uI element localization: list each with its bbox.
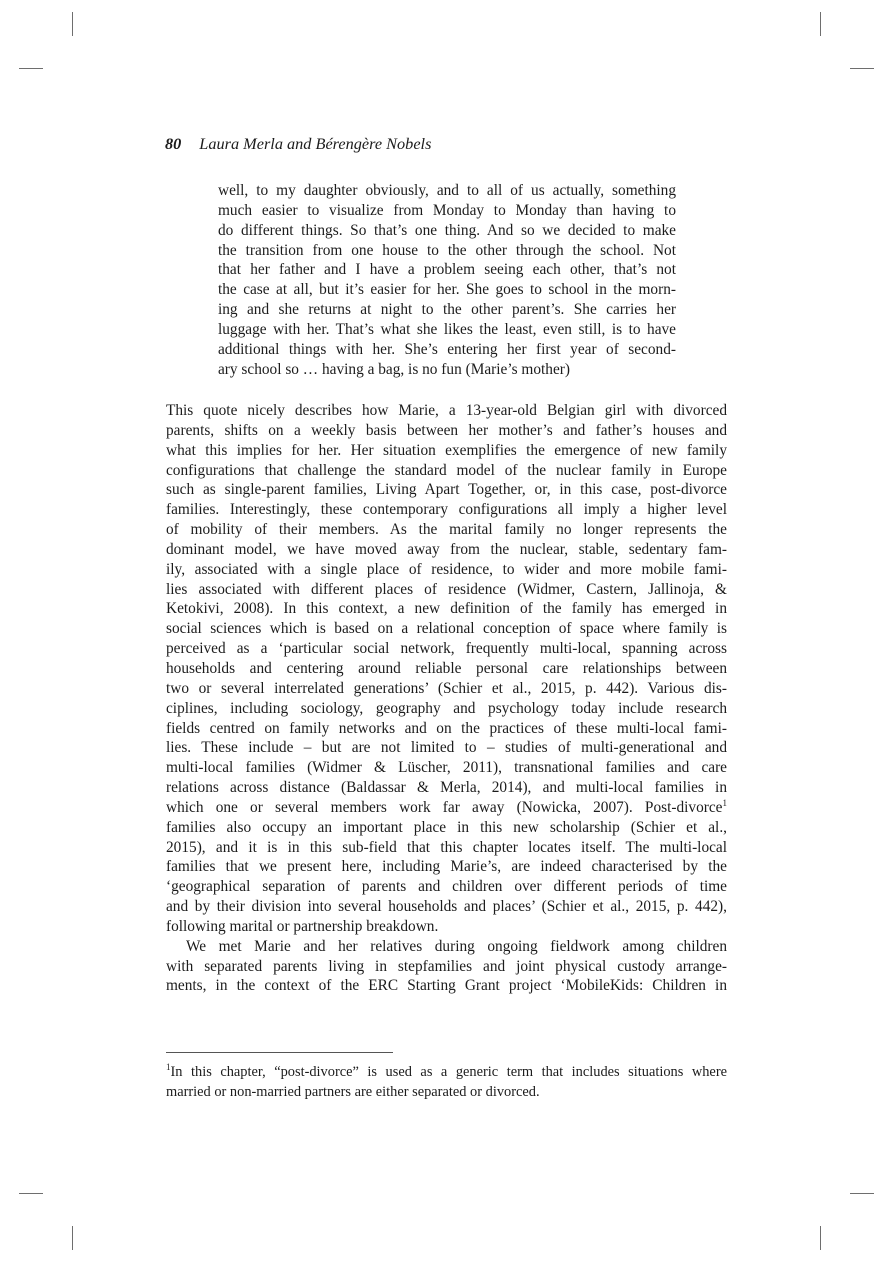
quote-line: that her father and I have a problem seeing each other, that’s not xyxy=(218,261,676,279)
body-line: ciplines, including sociology, geography and psychology today include research xyxy=(166,699,727,717)
body-line: and by their division into several households and places’ (Schier et al., 2015, p. 442), xyxy=(166,898,727,916)
body-line: fields centred on family networks and on the practices of these multi-local fami- xyxy=(166,719,727,737)
quote-line: do different things. So that’s one thing. And so we decided to make xyxy=(218,221,676,239)
body-line: lies. These include – but are not limited to – studies of multi-generational and xyxy=(166,739,727,757)
crop-mark-left-lower xyxy=(19,1193,43,1194)
body-line: families that we present here, including Marie’s, are indeed characterised by the xyxy=(166,858,727,876)
page-number: 80 xyxy=(165,134,182,153)
body-line: dominant model, we have moved away from the nuclear, stable, sedentary fam- xyxy=(166,540,727,558)
quote-line: much easier to visualize from Monday to Monday than having to xyxy=(218,201,676,219)
footnote-marker: 1 xyxy=(166,1062,171,1072)
body-line: what this implies for her. Her situation exemplifies the emergence of new family xyxy=(166,441,727,459)
body-line: Ketokivi, 2008). In this context, a new definition of the family has emerged in xyxy=(166,600,727,618)
crop-mark-bottom-left xyxy=(72,1226,73,1250)
body-line: This quote nicely describes how Marie, a 13-year-old Belgian girl with divorced xyxy=(166,402,727,419)
body-line: relations across distance (Baldassar & Merla, 2014), and multi-local families in xyxy=(166,779,727,797)
paragraph-2-line: We met Marie and her relatives during ongoing fieldwork among children xyxy=(186,937,727,955)
body-line: following marital or partnership breakdown. xyxy=(166,917,439,935)
body-text xyxy=(166,401,727,996)
body-line: multi-local families (Widmer & Lüscher, 2011), transnational families and care xyxy=(166,759,727,777)
body-line: parents, shifts on a weekly basis between her mother’s and father’s houses and xyxy=(166,421,727,439)
crop-mark-top-left xyxy=(72,12,73,36)
body-line: households and centering around reliable personal care relationships between xyxy=(166,659,727,677)
quote-line: well, to my daughter obviously, and to all of us actually, something xyxy=(218,182,676,199)
body-line: ily, associated with a single place of residence, to wider and more mobile fami- xyxy=(166,560,727,578)
body-line: lies associated with different places of residence (Widmer, Castern, Jallinoja, & xyxy=(166,580,727,598)
body-line: 2015), and it is in this sub-field that this chapter locates itself. The multi-local xyxy=(166,838,727,856)
crop-mark-top-right xyxy=(820,12,821,36)
quote-line: ary school so … having a bag, is no fun (Marie’s mother) xyxy=(218,360,570,378)
crop-mark-bottom-right xyxy=(820,1226,821,1250)
body-line: of mobility of their members. As the marital family no longer represents the xyxy=(166,521,727,539)
crop-mark-left-upper xyxy=(19,68,43,69)
footnote-reference: 1 xyxy=(722,797,727,808)
quote-line: the transition from one house to the other through the school. Not xyxy=(218,241,676,259)
footnote-line xyxy=(166,1062,727,1082)
footnote-line: married or non-married partners are either separated or divorced. xyxy=(166,1084,540,1100)
body-line: families also occupy an important place in this new scholarship (Schier et al., xyxy=(166,818,727,836)
quote-line: ing and she returns at night to the other parent’s. She carries her xyxy=(218,301,676,319)
paragraph-2-line: ments, in the context of the ERC Starting Grant project ‘MobileKids: Children in xyxy=(166,977,727,995)
body-line: perceived as a ‘particular social network, frequently multi-local, spanning across xyxy=(166,640,727,658)
crop-mark-right-upper xyxy=(850,68,874,69)
body-line: social sciences which is based on a relational conception of space where family is xyxy=(166,620,727,638)
footnote-rule xyxy=(166,1052,393,1053)
paragraph-2-line: with separated parents living in stepfamilies and joint physical custody arrange- xyxy=(166,957,727,975)
footnote-line-text: In this chapter, “post-divorce” is used as a generic term that includes situations where xyxy=(170,1064,727,1080)
crop-mark-right-lower xyxy=(850,1193,874,1194)
quote-line: additional things with her. She’s entering her first year of second- xyxy=(218,340,676,358)
body-line: configurations that challenge the standard model of the nuclear family in Europe xyxy=(166,461,727,479)
quote-line: the case at all, but it’s easier for her. She goes to school in the morn- xyxy=(218,281,676,299)
body-line: two or several interrelated generations’ (Schier et al., 2015, p. 442). Various dis- xyxy=(166,679,727,697)
footnote xyxy=(166,1062,727,1102)
block-quote xyxy=(218,181,676,379)
body-line-text: which one or several members work far away (Nowicka, 2007). Post-divorce xyxy=(166,798,723,816)
running-head xyxy=(165,133,431,155)
body-line: families. Interestingly, these contemporary configurations all imply a higher level xyxy=(166,501,727,519)
quote-line: luggage with her. That’s what she likes the least, even still, is to have xyxy=(218,320,676,338)
body-line-with-footnote-ref xyxy=(166,798,727,818)
body-line: such as single-parent families, Living Apart Together, or, in this case, post-divorce xyxy=(166,481,727,499)
body-line: ‘geographical separation of parents and children over different periods of time xyxy=(166,878,727,896)
running-head-authors: Laura Merla and Bérengère Nobels xyxy=(199,134,432,153)
